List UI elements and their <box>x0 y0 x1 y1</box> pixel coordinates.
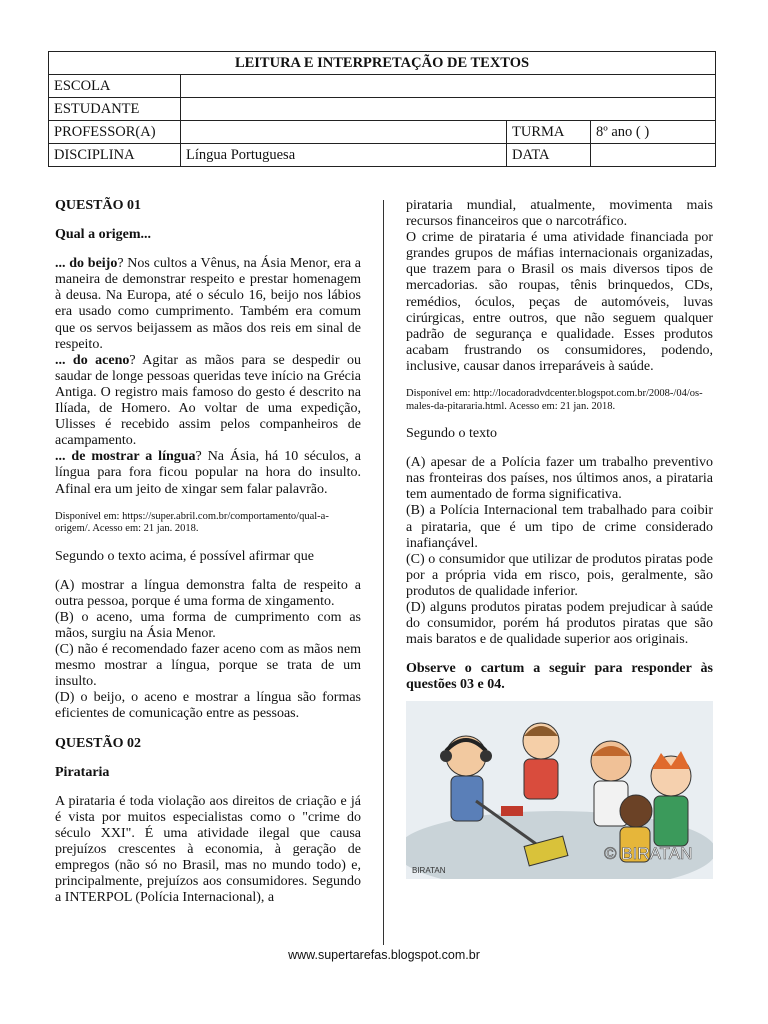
professor-field[interactable] <box>181 121 507 144</box>
left-column <box>55 198 361 906</box>
document-title: LEITURA E INTERPRETAÇÃO DE TEXTOS <box>49 52 716 75</box>
q1-paragraph-3: ... de mostrar a língua? Na Ásia, há 10 séculos, a língua para fora ficou popular na hora do insulto. Afinal era um jeito de xingar sem falar palavrão. <box>55 449 361 497</box>
q2-subtitle: Pirataria <box>55 764 110 780</box>
cartoon-instruction: Observe o cartum a seguir para responder às questões 03 e 04. <box>406 661 713 693</box>
q2-option-c[interactable]: (C) o consumidor que utilizar de produtos piratas pode por a própria vida em risco, pois, geralmente, são produtos de qualidade inferior. <box>406 551 713 599</box>
q2-option-a[interactable]: (A) apesar de a Polícia fazer um trabalho preventivo nas fronteiras dos países, nos últimos anos, a pirataria tem aumentado de forma significativa. <box>406 455 713 503</box>
estudante-label: ESTUDANTE <box>49 98 181 121</box>
escola-label: ESCOLA <box>49 75 181 98</box>
q1-option-d[interactable]: (D) o beijo, o aceno e mostrar a língua são formas eficientes de comunicação entre as pessoas. <box>55 690 361 722</box>
estudante-field[interactable] <box>181 98 716 121</box>
q1-option-a[interactable]: (A) mostrar a língua demonstra falta de respeito a outra pessoa, porque é uma forma de xingamento. <box>55 577 361 609</box>
q2-source: Disponível em: http://locadoradvdcenter.blogspot.com.br/2008-/04/os-males-da-pitararia.html. Acesso em: 21 jan. 2018. <box>406 388 703 412</box>
professor-label: PROFESSOR(A) <box>49 121 181 144</box>
q1-paragraph-1: ... do beijo? Nos cultos a Vênus, na Ásia Menor, era a maneira de demonstrar respeito e prestar homenagem à deusa. Na Europa, até o século 16, beijo nos lábios era usado como cumprimento. Também era comum que os servos beijassem as mãos dos reis em sinal de respeito. <box>55 256 361 352</box>
column-divider <box>383 200 384 945</box>
disciplina-value: Língua Portuguesa <box>181 144 507 167</box>
q2-prompt: Segundo o texto <box>406 426 497 442</box>
q2-option-d[interactable]: (D) alguns produtos piratas podem prejudicar à saúde do consumidor, porém há produtos piratas que são mais baratos e de qualidade superior aos originais. <box>406 599 713 648</box>
q2-heading: QUESTÃO 02 <box>55 735 141 751</box>
right-column <box>406 198 713 879</box>
disciplina-label: DISCIPLINA <box>49 144 181 167</box>
turma-value[interactable]: 8º ano ( ) <box>591 121 716 144</box>
data-label: DATA <box>507 144 591 167</box>
q1-subtitle: Qual a origem... <box>55 227 152 243</box>
q1-option-c[interactable]: (C) não é recomendado fazer aceno com as mãos nem mesmo mostrar a língua, porque se trata de um insulto. <box>55 642 361 690</box>
header-table <box>48 51 716 167</box>
cartoon-illustration <box>406 701 713 879</box>
q1-paragraph-2: ... do aceno? Agitar as mãos para se despedir ou saudar de longe pessoas queridas teve início na Grécia Antiga. O registro mais famoso do gesto é descrito na Ilíada, de Homero. Ao voltar de uma expedição, Ulisses é recebido assim pelos companheiros de acampamento. <box>55 352 362 449</box>
data-field[interactable] <box>591 144 716 167</box>
escola-field[interactable] <box>181 75 716 98</box>
q1-source: Disponível em: https://super.abril.com.br/comportamento/qual-a-origem/. Acesso em: 21 jan. 2018. <box>55 510 329 535</box>
q2-paragraph-1-continued: pirataria mundial, atualmente, movimenta mais recursos financeiros que o narcotráfico. <box>406 198 713 230</box>
q2-paragraph-1: A pirataria é toda violação aos direitos de criação e já é vista por muitos especialistas como o "crime do século XXI". É uma atividade ilegal que causa prejuízos crescentes à economia, à geração de empregos (não só no Brasil, mas no mundo todo) e, principalmente, prejuízos aos consumidores. Segundo a INTERPOL (Polícia Internacional), a <box>55 793 361 906</box>
q1-prompt: Segundo o texto acima, é possível afirmar que <box>55 548 314 564</box>
cartoon-watermark: © BIRATAN <box>604 844 693 864</box>
footer-url[interactable]: www.supertarefas.blogspot.com.br <box>288 948 480 962</box>
q1-option-b[interactable]: (B) o aceno, uma forma de cumprimento com as mãos, surgiu na Ásia Menor. <box>55 609 361 641</box>
q2-option-b[interactable]: (B) a Polícia Internacional tem trabalhado para coibir a pirataria, que é um tipo de crime considerado inafiançável. <box>406 503 713 551</box>
q1-heading: QUESTÃO 01 <box>55 198 141 213</box>
q2-paragraph-2: O crime de pirataria é uma atividade financiada por grandes grupos de máfias internacionais organizadas, que trazem para o Brasil os mais diversos tipos de mercadorias. são roupas, tênis brinquedos, CDs, remédios, óculos, peças de automóveis, luvas cirúrgicas, entre outros, que não seguem qualquer padrão de segurança e qualidade. Esses produtos acabam frustrando os consumidores, podendo, inclusive, causar danos irreparáveis à saúde. <box>406 230 713 374</box>
cartoon-image <box>406 701 713 879</box>
cartoon-signature: BIRATAN <box>412 866 446 876</box>
turma-label: TURMA <box>507 121 591 144</box>
